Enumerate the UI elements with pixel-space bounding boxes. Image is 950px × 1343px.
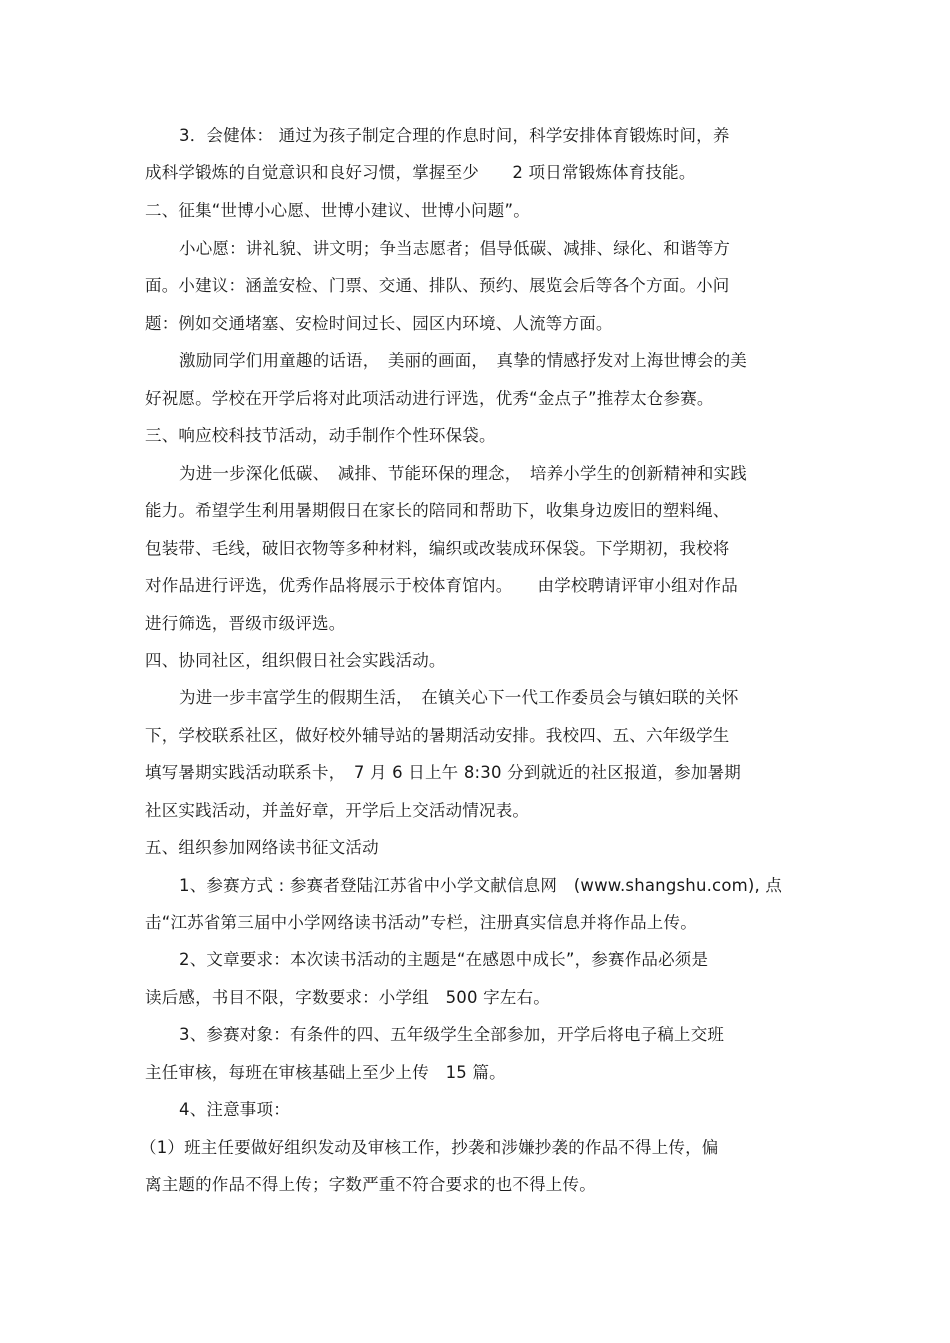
- text-line: 成科学锻炼的自觉意识和良好习惯，掌握至少 2 项日常锻炼体育技能。: [145, 163, 696, 182]
- text-line: 社区实践活动，并盖好章，开学后上交活动情况表。: [145, 801, 530, 820]
- text-line: 小心愿：讲礼貌、讲文明；争当志愿者；倡导低碳、减排、绿化、和谐等方: [179, 239, 731, 258]
- text-line: 2、文章要求：本次读书活动的主题是“在感恩中成长”，参赛作品必须是: [179, 950, 709, 969]
- text-line: 读后感，书目不限，字数要求：小学组 500 字左右。: [145, 988, 550, 1007]
- text-line: 4、注意事项：: [179, 1100, 290, 1119]
- text-line: 好祝愿。学校在开学后将对此项活动进行评选，优秀“金点子”推荐太仓参赛。: [145, 389, 714, 408]
- text-line: 对作品进行评选，优秀作品将展示于校体育馆内。 由学校聘请评审小组对作品: [145, 576, 738, 595]
- text-line: 为进一步深化低碳、 减排、节能环保的理念， 培养小学生的创新精神和实践: [179, 464, 747, 483]
- text-line: 为进一步丰富学生的假期生活， 在镇关心下一代工作委员会与镇妇联的关怀: [179, 688, 739, 707]
- text-line: 包装带、毛线，破旧衣物等多种材料，编织或改装成环保袋。下学期初，我校将: [145, 539, 730, 558]
- text-line: 题：例如交通堵塞、安检时间过长、园区内环境、人流等方面。: [145, 314, 613, 333]
- text-line: 进行筛选，晋级市级评选。: [145, 614, 346, 633]
- section-heading: 二、征集“世博小心愿、世博小建议、世博小问题”。: [145, 201, 530, 220]
- text-line: 1、参赛方式 : 参赛者登陆江苏省中小学文献信息网 (www.shangshu.com), 点: [179, 876, 783, 895]
- section-heading: 三、响应校科技节活动，动手制作个性环保袋。: [145, 426, 496, 445]
- text-line: 离主题的作品不得上传；字数严重不符合要求的也不得上传。: [145, 1175, 596, 1194]
- text-line: 击“江苏省第三届中小学网络读书活动”专栏，注册真实信息并将作品上传。: [145, 913, 697, 932]
- section-heading: 五、组织参加网络读书征文活动: [145, 838, 379, 857]
- text-line: 主任审核，每班在审核基础上至少上传 15 篇。: [145, 1063, 506, 1082]
- section-heading: 四、协同社区，组织假日社会实践活动。: [145, 651, 446, 670]
- text-line: 能力。希望学生利用暑期假日在家长的陪同和帮助下，收集身边废旧的塑料绳、: [145, 501, 730, 520]
- text-line: 面。小建议：涵盖安检、门票、交通、排队、预约、展览会后等各个方面。小问: [145, 276, 730, 295]
- text-line: 3．会健体： 通过为孩子制定合理的作息时间，科学安排体育锻炼时间，养: [179, 126, 730, 145]
- text-line: 下，学校联系社区，做好校外辅导站的暑期活动安排。我校四、五、六年级学生: [145, 726, 730, 745]
- text-line: （1）班主任要做好组织发动及审核工作，抄袭和涉嫌抄袭的作品不得上传，偏: [140, 1138, 719, 1157]
- text-line: 3、参赛对象：有条件的四、五年级学生全部参加，开学后将电子稿上交班: [179, 1025, 725, 1044]
- text-line: 填写暑期实践活动联系卡， 7 月 6 日上午 8:30 分到就近的社区报道，参加暑期: [145, 763, 741, 782]
- text-line: 激励同学们用童趣的话语， 美丽的画面， 真挚的情感抒发对上海世博会的美: [179, 351, 747, 370]
